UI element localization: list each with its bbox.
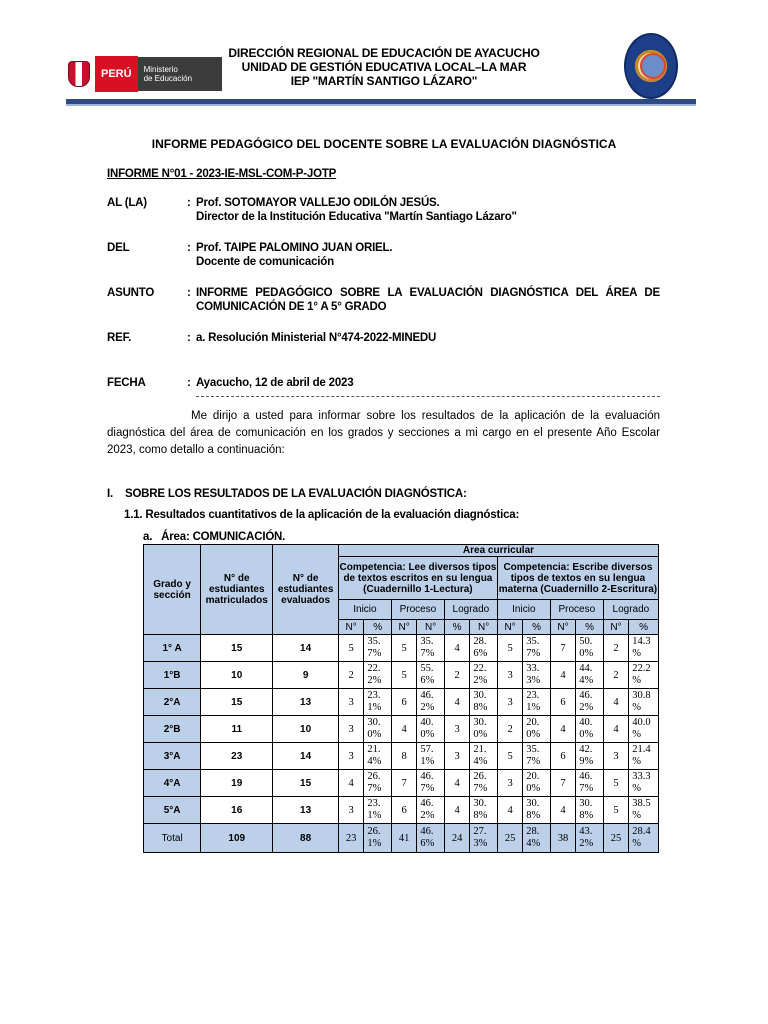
cell-count: 3: [338, 716, 363, 743]
cell-count: 3: [497, 689, 522, 716]
cell-percent: 35.7%: [523, 635, 551, 662]
informe-number: INFORME N°01 - 2023-IE-MSL-COM-P-JOTP: [107, 168, 337, 180]
cell-percent: 55.6%: [417, 662, 445, 689]
cell-grado: 1° A: [144, 635, 201, 662]
cell-percent: 28.6%: [470, 635, 498, 662]
cell-count: 6: [391, 689, 416, 716]
cell-percent: 27.3%: [470, 824, 498, 853]
cell-percent: 33.3%: [523, 662, 551, 689]
cell-matriculados: 10: [201, 662, 273, 689]
cell-evaluados: 15: [273, 770, 339, 797]
header-level: Logrado: [603, 600, 658, 620]
header-level: Logrado: [444, 600, 497, 620]
cell-count: 5: [497, 635, 522, 662]
section-a-heading: a. Área: COMUNICACIÓN.: [143, 531, 286, 543]
cell-count: 7: [391, 770, 416, 797]
cell-count: 2: [603, 635, 628, 662]
header-sub: N°: [391, 620, 416, 635]
cell-percent: 40.0 %: [629, 716, 659, 743]
cell-grado: 2°A: [144, 689, 201, 716]
header-divider-light: [66, 104, 696, 106]
cell-percent: 28.4 %: [629, 824, 659, 853]
cell-count: 25: [497, 824, 522, 853]
cell-percent: 46.7%: [576, 770, 604, 797]
header-competencia-lectura: Competencia: Lee diversos tipos de textos escritos en su lengua (Cuadernillo 1-Lectura): [338, 557, 497, 600]
header-level: Inicio: [338, 600, 391, 620]
cell-percent: 46.2%: [417, 797, 445, 824]
header-sub: N°: [470, 620, 498, 635]
cell-evaluados: 88: [273, 824, 339, 853]
cell-percent: 21.4%: [470, 743, 498, 770]
letterhead-line1: DIRECCIÓN REGIONAL DE EDUCACIÓN DE AYACUCHO: [228, 46, 540, 60]
header-sub: N°: [417, 620, 445, 635]
cell-matriculados: 15: [201, 635, 273, 662]
cell-percent: 26.7%: [364, 770, 392, 797]
field-asunto-line1: INFORME PEDAGÓGICO SOBRE LA EVALUACIÓN DIAGNÓSTICA DEL ÁREA DE: [196, 287, 660, 299]
ministry-line2: de Educación: [143, 74, 193, 83]
field-fecha-label: FECHA: [107, 377, 146, 389]
cell-evaluados: 9: [273, 662, 339, 689]
header-area-curricular: Área curricular: [338, 545, 658, 557]
separator-line: [196, 396, 660, 397]
cell-percent: 23.1%: [364, 797, 392, 824]
cell-count: 3: [338, 689, 363, 716]
cell-percent: 21.4%: [364, 743, 392, 770]
cell-grado: 4°A: [144, 770, 201, 797]
field-asunto-line2: COMUNICACIÓN DE 1° A 5° GRADO: [196, 301, 387, 313]
cell-percent: 26.1%: [364, 824, 392, 853]
field-fecha-line1: Ayacucho, 12 de abril de 2023: [196, 377, 354, 389]
cell-percent: 30.8%: [470, 689, 498, 716]
table-row: [144, 635, 659, 662]
field-al-colon: :: [187, 197, 191, 209]
cell-count: 4: [391, 716, 416, 743]
cell-evaluados: 13: [273, 797, 339, 824]
field-del-colon: :: [187, 242, 191, 254]
cell-count: 4: [550, 662, 575, 689]
cell-matriculados: 19: [201, 770, 273, 797]
field-del-line2: Docente de comunicación: [196, 256, 334, 268]
cell-grado: 3°A: [144, 743, 201, 770]
cell-percent: 42.9%: [576, 743, 604, 770]
field-ref-colon: :: [187, 332, 191, 344]
cell-count: 2: [444, 662, 469, 689]
cell-percent: 21.4 %: [629, 743, 659, 770]
header-level: Proceso: [550, 600, 603, 620]
cell-percent: 14.3 %: [629, 635, 659, 662]
cell-grado: 2°B: [144, 716, 201, 743]
cell-grado: Total: [144, 824, 201, 853]
cell-count: 7: [550, 770, 575, 797]
cell-percent: 23.1%: [364, 689, 392, 716]
cell-count: 4: [550, 716, 575, 743]
cell-count: 3: [497, 770, 522, 797]
header-grado: Grado y sección: [144, 545, 201, 635]
cell-count: 6: [550, 689, 575, 716]
cell-percent: 22.2 %: [629, 662, 659, 689]
field-del-line1: Prof. TAIPE PALOMINO JUAN ORIEL.: [196, 242, 393, 254]
header-sub: N°: [603, 620, 628, 635]
cell-count: 4: [444, 797, 469, 824]
cell-percent: 46.2%: [576, 689, 604, 716]
header-level: Inicio: [497, 600, 550, 620]
section-1-heading: I. SOBRE LOS RESULTADOS DE LA EVALUACIÓN DIAGNÓSTICA:: [107, 488, 467, 500]
letterhead-line3: IEP "MARTÍN SANTIGO LÁZARO": [290, 74, 478, 88]
header-sub: %: [444, 620, 469, 635]
cell-matriculados: 15: [201, 689, 273, 716]
cell-count: 3: [497, 662, 522, 689]
table-row: [144, 662, 659, 689]
table-row: [144, 770, 659, 797]
cell-count: 3: [444, 743, 469, 770]
cell-percent: 22.2%: [364, 662, 392, 689]
cell-percent: 28.4%: [523, 824, 551, 853]
cell-evaluados: 14: [273, 743, 339, 770]
cell-percent: 33.3 %: [629, 770, 659, 797]
cell-count: 4: [338, 770, 363, 797]
field-asunto-label: ASUNTO: [107, 287, 155, 299]
total-row: [144, 824, 659, 853]
results-table: [143, 544, 659, 853]
cell-matriculados: 23: [201, 743, 273, 770]
cell-evaluados: 13: [273, 689, 339, 716]
header-sub: %: [629, 620, 659, 635]
field-ref-line1: a. Resolución Ministerial N°474-2022-MINEDU: [196, 332, 437, 344]
field-ref-label: REF.: [107, 332, 132, 344]
cell-evaluados: 10: [273, 716, 339, 743]
cell-percent: 20.0%: [523, 770, 551, 797]
peru-label: PERÚ: [95, 56, 138, 92]
table-row: [144, 689, 659, 716]
cell-count: 41: [391, 824, 416, 853]
cell-count: 23: [338, 824, 363, 853]
field-al-line2: Director de la Institución Educativa "Martín Santiago Lázaro": [196, 211, 517, 223]
cell-count: 4: [444, 635, 469, 662]
cell-matriculados: 11: [201, 716, 273, 743]
cell-percent: 20.0%: [523, 716, 551, 743]
cell-count: 4: [603, 716, 628, 743]
cell-count: 5: [391, 635, 416, 662]
cell-percent: 23.1%: [523, 689, 551, 716]
header-sub: %: [364, 620, 392, 635]
cell-count: 4: [550, 797, 575, 824]
cell-count: 5: [603, 797, 628, 824]
intro-paragraph: [107, 408, 660, 459]
cell-percent: 40.0%: [417, 716, 445, 743]
cell-count: 5: [497, 743, 522, 770]
cell-count: 5: [391, 662, 416, 689]
cell-percent: 50.0%: [576, 635, 604, 662]
header-evaluados: N° de estudiantes evaluados: [273, 545, 339, 635]
field-al-label: AL (LA): [107, 197, 147, 209]
cell-percent: 30.8%: [523, 797, 551, 824]
cell-percent: 46.7%: [417, 770, 445, 797]
table-row: [144, 743, 659, 770]
field-del-label: DEL: [107, 242, 130, 254]
field-asunto-colon: :: [187, 287, 191, 299]
cell-percent: 46.2%: [417, 689, 445, 716]
cell-percent: 44.4%: [576, 662, 604, 689]
intro-paragraph-text: Me dirijo a usted para informar sobre los resultados de la aplicación de la evaluación diagnóstica del área de comunicación en los grados y secciones a mi cargo en el presente Año Escolar 2023, como detallo a continuación:: [107, 410, 660, 456]
field-al-line1: Prof. SOTOMAYOR VALLEJO ODILÓN JESÚS.: [196, 197, 440, 209]
cell-percent: 35.7%: [523, 743, 551, 770]
field-fecha-colon: :: [187, 377, 191, 389]
cell-count: 6: [550, 743, 575, 770]
cell-percent: 40.0%: [576, 716, 604, 743]
cell-count: 2: [338, 662, 363, 689]
cell-percent: 35.7%: [417, 635, 445, 662]
cell-count: 5: [338, 635, 363, 662]
ministry-line1: Ministerio: [143, 65, 178, 74]
cell-count: 4: [603, 689, 628, 716]
section-1-1-heading: 1.1. Resultados cuantitativos de la aplicación de la evaluación diagnóstica:: [124, 509, 520, 521]
cell-percent: 30.8 %: [629, 689, 659, 716]
document-title: INFORME PEDAGÓGICO DEL DOCENTE SOBRE LA EVALUACIÓN DIAGNÓSTICA: [151, 137, 617, 151]
cell-count: 8: [391, 743, 416, 770]
header-sub: N°: [338, 620, 363, 635]
header-competencia-escritura: Competencia: Escribe diversos tipos de textos en su lengua materna (Cuadernillo 2-Escritura): [497, 557, 658, 600]
cell-percent: 26.7%: [470, 770, 498, 797]
cell-count: 4: [444, 689, 469, 716]
cell-percent: 30.8%: [470, 797, 498, 824]
cell-evaluados: 14: [273, 635, 339, 662]
cell-count: 4: [497, 797, 522, 824]
cell-count: 5: [603, 770, 628, 797]
table-row: [144, 797, 659, 824]
cell-matriculados: 16: [201, 797, 273, 824]
cell-count: 3: [444, 716, 469, 743]
cell-percent: 43.2%: [576, 824, 604, 853]
letterhead-line2: UNIDAD DE GESTIÓN EDUCATIVA LOCAL–LA MAR: [241, 60, 527, 74]
cell-count: 2: [497, 716, 522, 743]
cell-percent: 46.6%: [417, 824, 445, 853]
cell-count: 7: [550, 635, 575, 662]
cell-percent: 30.0%: [470, 716, 498, 743]
cell-percent: 22.2%: [470, 662, 498, 689]
header-sub: %: [523, 620, 551, 635]
table-row: [144, 716, 659, 743]
cell-percent: 35.7%: [364, 635, 392, 662]
cell-grado: 1°B: [144, 662, 201, 689]
header-sub: %: [576, 620, 604, 635]
cell-count: 3: [338, 797, 363, 824]
cell-percent: 57.1%: [417, 743, 445, 770]
cell-count: 38: [550, 824, 575, 853]
header-sub: N°: [497, 620, 522, 635]
cell-count: 3: [338, 743, 363, 770]
school-seal-icon: [624, 33, 678, 99]
cell-count: 4: [444, 770, 469, 797]
cell-grado: 5°A: [144, 797, 201, 824]
cell-count: 24: [444, 824, 469, 853]
cell-count: 6: [391, 797, 416, 824]
cell-count: 2: [603, 662, 628, 689]
cell-percent: 30.0%: [364, 716, 392, 743]
cell-matriculados: 109: [201, 824, 273, 853]
header-matriculados: N° de estudiantes matriculados: [201, 545, 273, 635]
cell-count: 25: [603, 824, 628, 853]
cell-percent: 30.8%: [576, 797, 604, 824]
cell-percent: 38.5 %: [629, 797, 659, 824]
header-sub: N°: [550, 620, 575, 635]
header-level: Proceso: [391, 600, 444, 620]
cell-count: 3: [603, 743, 628, 770]
